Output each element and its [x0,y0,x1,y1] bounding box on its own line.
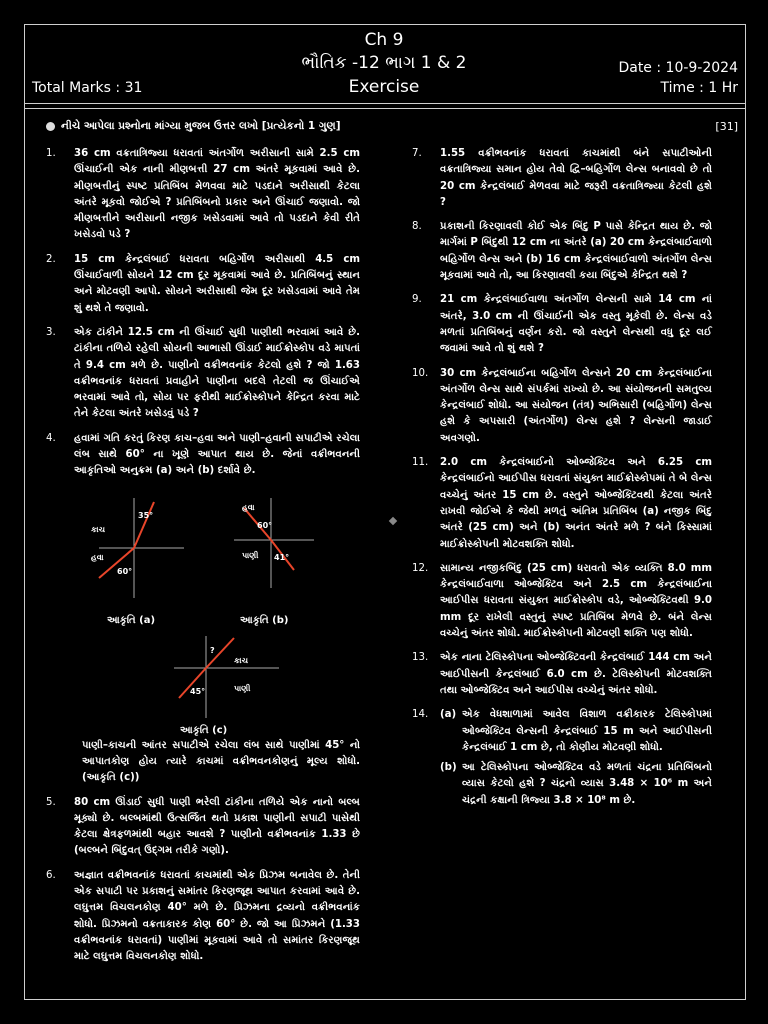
question-text: 30 cm કેન્દ્રલંબાઈના બહિર્ગોળ લેન્સને 20 cm કેન્દ્રલંબાઈના અંતર્ગોળ લેન્સ સાથે સંપર્કમાં રાખ્યો છે. આ સંયોજનની સમતુલ્ય કેન્દ્રલંબાઈ શોધો. આ સંયોજન (તંત્ર) અભિસારી (બહિર્ગોળ) લેન્સ હશે કે અપસારી (અંતર્ગોળ) લેન્સ હશે ? લેન્સની જાડાઈ અવગણો. [440,367,712,444]
question-4-continuation: પાણી–કાચની આંતર સપાટીએ રચેલા લંબ સાથે પાણીમાં 45° નો આપાતકોણ હોય ત્યારે કાચમાં વક્રીભવનકોણનું મૂલ્ય શોધો. (આકૃતિ (c)) [82,739,360,784]
header-divider-2 [24,108,746,109]
question-text: 36 cm વક્રતાત્રિજ્યા ધરાવતાં અંતર્ગોળ અરીસાની સામે 2.5 cm ઊંચાઈની એક નાની મીણબત્તી 27 cm અંતરે મૂકવામાં આવે છે. મીણબત્તીનું સ્પષ્ટ પ્રતિબિંબ મેળવવા માટે પડદાને અરીસાથી કેટલા અંતરે મૂકવો જોઈએ ? પ્રતિબિંબનો પ્રકાર અને ઊંચાઈ જણાવો. જો મીણબત્તીને અરીસાની નજીક ખસેડવામાં આવે તો પડદાને કેવી રીતે ખસેડવો પડે ? [74,148,360,241]
question-text: પ્રકાશની કિરણાવલી કોઈ એક બિંદુ P પાસે કેન્દ્રિત થાય છે. જો માર્ગમાં P બિંદુથી 12 cm ના અંતરે (a) 20 cm કેન્દ્રલંબાઈવાળો બહિર્ગોળ લેન્સ અને (b) 16 cm કેન્દ્રલંબાઈવાળો અંતર્ગોળ લેન્સ મૂકવામાં આવે તો, આ કિરણાવલી કયા બિંદુએ કેન્દ્રિત થશે ? [440,221,712,282]
sub-question-text: એક વેધશાળામાં આવેલ વિશાળ વક્રીકારક ટેલિસ્કોપમાં ઓબ્જેક્ટિવ લેન્સની કેન્દ્રલંબાઈ 15 m અને આઈપીસની કેન્દ્રલંબાઈ 1 cm છે, તો કોણીય મોટવણી શોધો. [462,709,712,753]
refracted-ray [134,502,154,548]
sub-question [440,707,712,756]
right-column [412,146,712,821]
medium-label: કાચ [91,524,106,534]
question-number: 8. [412,221,422,233]
left-column [46,146,360,974]
bullet-icon [46,122,55,131]
medium-label: કાચ [234,655,249,665]
question [46,868,360,966]
question-number: 3. [46,326,56,338]
question-number: 7. [412,148,422,159]
angle-label: ? [210,645,215,655]
question [46,431,360,480]
question-number: 14. [412,709,429,721]
question-number: 10. [412,367,429,379]
question [412,366,712,447]
question-number: 12. [412,562,429,574]
subject-title: ભૌતિક -12 ભાગ 1 & 2 [301,53,467,73]
question-text: 21 cm કેન્દ્રલંબાઈવાળા અંતર્ગોળ લેન્સની સામે 14 cm નાં અંતરે, 3.0 cm ની ઊંચાઈની એક વસ્તુ મૂકેલી છે. લેન્સ વડે મળતાં પ્રતિબિંબનું વર્ણન કરો. જો વસ્તુને લેન્સથી વધુ દૂર લઈ જવામાં આવે તો શું થશે ? [440,294,712,355]
question [412,292,712,357]
question [412,561,712,642]
total-marks: Total Marks : 31 [32,80,143,96]
question-text: એક નાના ટેલિસ્કોપના ઓબ્જેક્ટિવની કેન્દ્રલંબાઈ 144 cm અને આઈપીસની કેન્દ્રલંબાઈ 6.0 cm છે. ટેલિસ્કોપની મોટવશક્તિ તથા ઓબ્જેક્ટિવ અને આઈપીસ વચ્ચેનું અંતર શોધો. [440,652,712,696]
question-number: 5. [46,796,56,808]
question-number: 9. [412,294,422,306]
question-text: સામાન્ય નજીકબિંદુ (25 cm) ધરાવતો એક વ્યક્તિ 8.0 mm કેન્દ્રલંબાઈવાળા ઓબ્જેક્ટિવ અને 2.5 cm કેન્દ્રલંબાઈના આઈપીસ ધરાવતા સંયુક્ત માઈક્રોસ્કોપ વડે, ઓબ્જેક્ટિવથી 9.0 mm દૂર રાખેલી વસ્તુનું સ્પષ્ટ પ્રતિબિંબ મેળવે છે. બંને લેન્સ વચ્ચેનું અંતર શોધો. માઈક્રોસ્કોપની મોટવણી શક્તિ પણ શોધો. [440,562,712,640]
question [412,707,712,813]
angle-label: 41° [274,552,290,562]
question-text: એક ટાંકીને 12.5 cm ની ઊંચાઈ સુધી પાણીથી ભરવામાં આવે છે. ટાંકીના તળિયે રહેલી સોયની આભાસી ઊંડાઈ માઈક્રોસ્કોપ વડે માપતાં તે 9.4 cm મળે છે. પાણીનો વક્રીભવનાંક કેટલો હશે ? જો 1.63 વક્રીભવનાંક ધરાવતાં પ્રવાહીને પાણીના બદલે તેટલી જ ઊંચાઈએ ભરવામાં આવે તો, સોય પર ફરીથી માઈક્રોસ્કોપને કેન્દ્રિત કરવા માટે તેને કેટલા અંતરે ખસેડવું પડે ? [74,326,360,420]
medium-label: પાણી [234,683,251,693]
question [46,795,360,860]
medium-label: હવા [91,552,104,562]
angle-label: 60° [117,566,133,576]
question [412,146,712,211]
header-divider [24,103,746,104]
sub-question-label: (a) [440,709,457,721]
question [412,219,712,284]
question-text: 15 cm કેન્દ્રલંબાઈ ધરાવતા બહિર્ગોળ અરીસાથી 4.5 cm ઊંચાઈવાળી સોયને 12 cm દૂર મૂકવામાં આવે છે. પ્રતિબિંબનું સ્થાન અને મોટવણી આપો. સોયને અરીસાથી જેમ દૂર ખસેડવામાં આવે તેમ શું થશે તે જણાવો. [74,253,360,314]
question [46,252,360,317]
question [412,455,712,553]
exam-date: Date : 10-9-2024 [618,60,738,76]
medium-label: હવા [242,502,255,512]
question-text: 2.0 cm કેન્દ્રલંબાઈનો ઓબ્જેક્ટિવ અને 6.25 cm કેન્દ્રલંબાઈનો આઈપીસ ધરાવતાં સંયુક્ત માઈક્રોસ્કોપમાં તે બે લેન્સ વચ્ચેનું અંતર 15 cm છે. વસ્તુને ઓબ્જેક્ટિવથી કેટલા અંતરે રાખવી જોઈએ કે જેથી મળતું અંતિમ પ્રતિબિંબ (a) નજીક બિંદુ અંતરે (25 cm) અને (b) અનંત અંતરે મળે ? બંને કિસ્સામાં માઈક્રોસ્કોપની મોટવશક્તિ શોધો. [440,457,712,550]
figure-caption: આકૃતિ (a) [107,614,156,626]
chapter-title: Ch 9 [364,30,404,50]
question [412,650,712,699]
refraction-diagram [74,488,364,738]
instruction [46,120,341,133]
question-number: 6. [46,869,56,881]
question-text: હવામાં ગતિ કરતું કિરણ કાચ–હવા અને પાણી–હવાની સપાટીએ રચેલા લંબ સાથે 60° ના ખૂણે આપાત થાય છે. જેનાં વક્રીભવનની આકૃતિઓ અનુક્રમ (a) અને (b) દર્શાવે છે. [74,432,360,477]
question [46,325,360,423]
angle-label: 45° [190,686,206,696]
instruction-text: નીચે આપેલા પ્રશ્નોના માંગ્યા મુજબ ઉત્તર લખો [પ્રત્યેકનો 1 ગુણ] [61,120,341,132]
figure-caption: આકૃતિ (b) [240,614,289,626]
question-number: 11. [412,457,429,469]
question [46,146,360,244]
question-text: 80 cm ઊંડાઈ સુધી પાણી ભરેલી ટાંકીના તળિયે એક નાનો બલ્બ મૂક્યો છે. બલ્બમાંથી ઉત્સર્જિત થતો પ્રકાશ પાણીની સપાટી પાસેથી કેટલા ક્ષેત્રફળમાંથી બહાર આવશે ? પાણીનો વક્રીભવનાંક 1.33 છે (બલ્બને બિંદુવત્ ઉદ્ગમ તરીકે ગણો). [74,796,360,857]
question-number: 4. [46,432,56,444]
figure-caption: આકૃતિ (c) [180,724,228,736]
refraction-figures [74,488,360,738]
sub-question [440,760,712,809]
medium-label: પાણી [242,550,259,560]
question-text: અજ્ઞાત વક્રીભવનાંક ધરાવતાં કાચમાંથી એક પ્રિઝમ બનાવેલ છે. તેની એક સપાટી પર પ્રકાશનું સમાંતર કિરણજૂથ આપાત કરવામાં આવે છે. લઘુત્તમ વિચલનકોણ 40° મળે છે. પ્રિઝમના દ્રવ્યનો વક્રીભવનાંક શોધો. પ્રિઝમનો વક્રતાકારક કોણ 60° છે. જો આ પ્રિઝમને (1.33 વક્રીભવનાંક ધરાવતાં) પાણીમાં મૂકવામાં આવે તો સમાંતર કિરણજૂથ માટે લઘુત્તમ વિચલનકોણ શોધો. [74,869,360,963]
section-marks: [31] [715,120,738,133]
exam-time: Time : 1 Hr [660,80,738,96]
sub-question-text: આ ટેલિસ્કોપના ઓબ્જેક્ટિવ વડે મળતાં ચંદ્રના પ્રતિબિંબનો વ્યાસ કેટલો હશે ? ચંદ્રનો વ્યાસ 3.48 × 10⁶ m અને ચંદ્રની કક્ષાની ત્રિજ્યા 3.8 × 10⁸ m છે. [462,762,712,806]
question-number: 13. [412,652,429,664]
sub-question-label: (b) [440,762,457,774]
question-text: 1.55 વક્રીભવનાંક ધરાવતાં કાચમાંથી બંને સપાટીઓની વક્રતાત્રિજ્યા સમાન હોય તેવો દ્વિ–બહિર્ગોળ લેન્સ બનાવવો છે તો 20 cm કેન્દ્રલંબાઈ મેળવવા માટે જરૂરી વક્રતાત્રિજ્યા કેટલી હશે ? [440,148,712,208]
exercise-title: Exercise [348,77,420,97]
question-number: 1. [46,148,56,159]
question-number: 2. [46,253,56,265]
angle-label: 35° [138,510,154,520]
angle-label: 60° [257,520,273,530]
question-body [440,707,712,813]
